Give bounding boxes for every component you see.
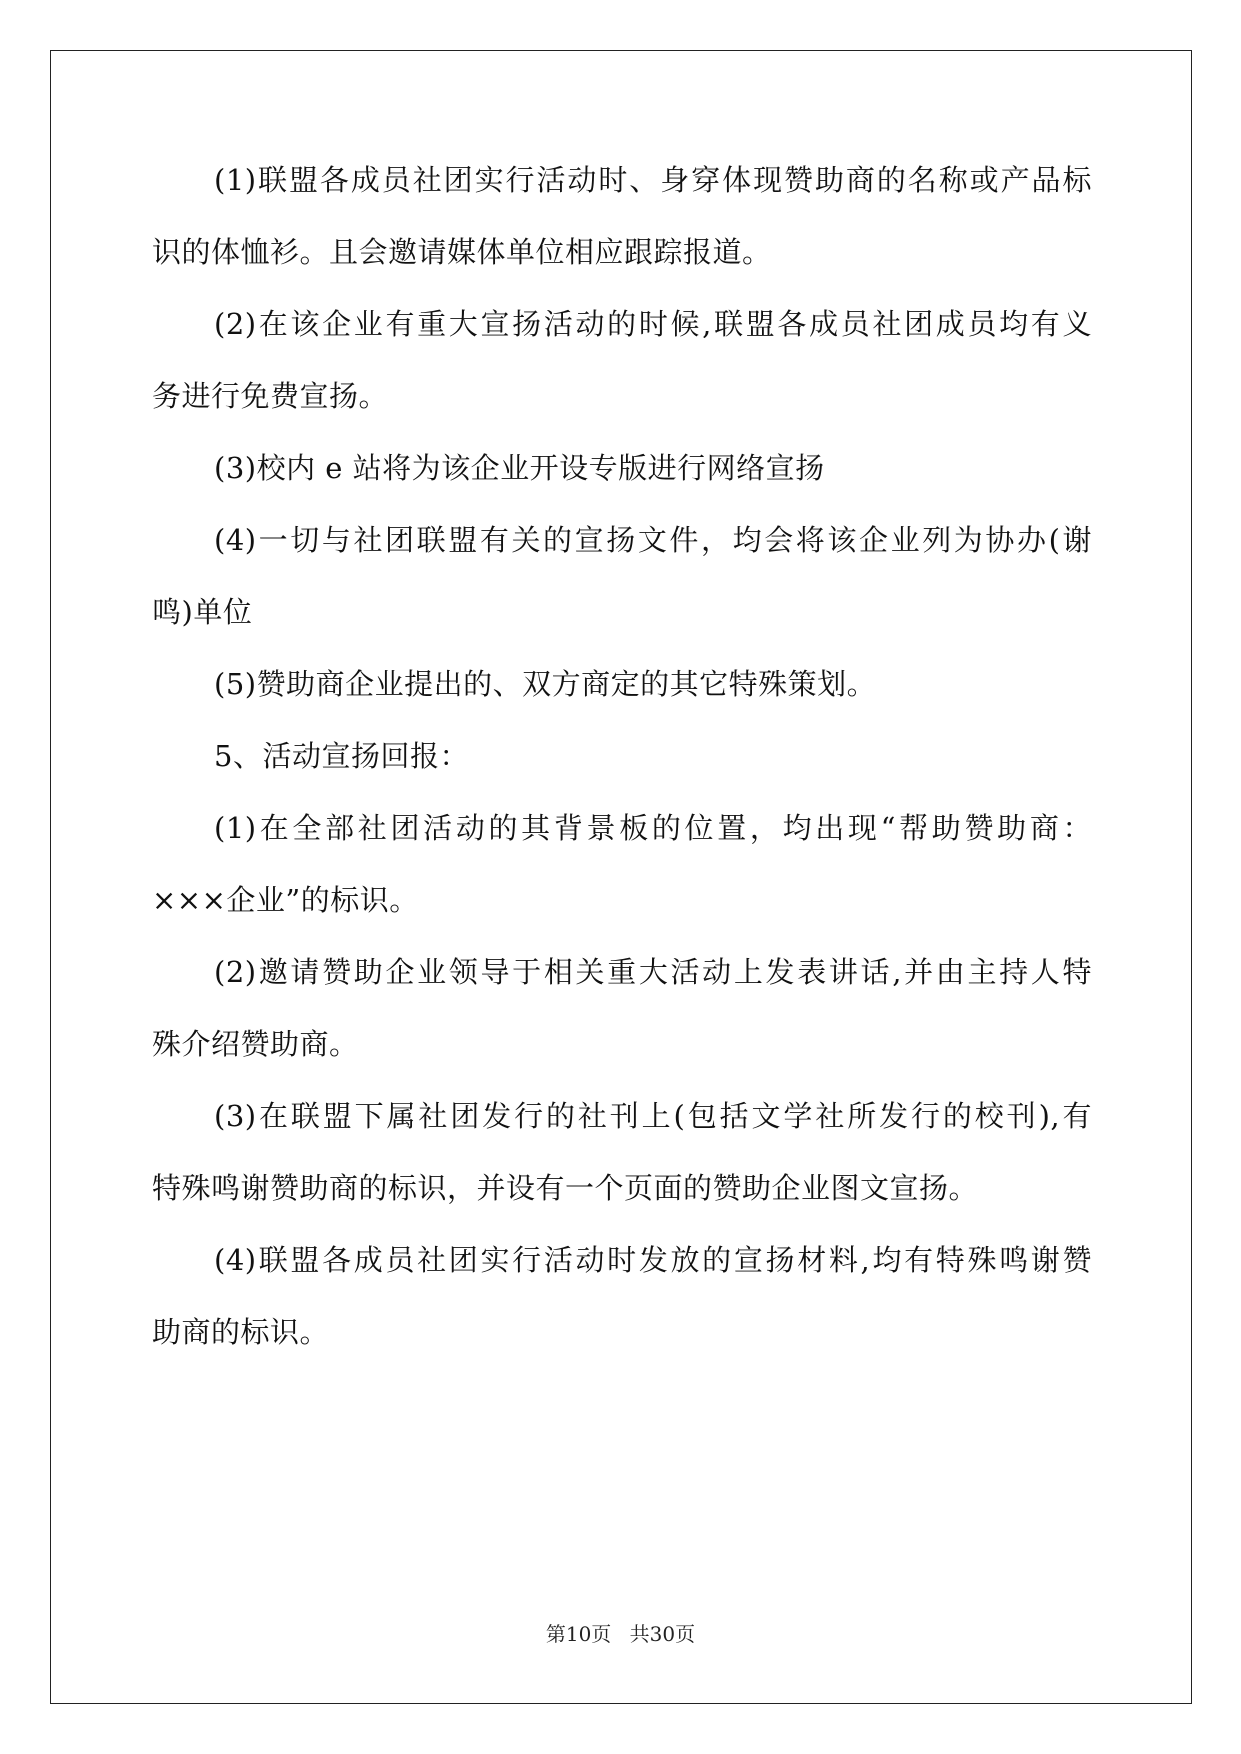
- paragraph-1-line-2: 识的体恤衫。且会邀请媒体单位相应跟踪报道。: [152, 235, 772, 269]
- page-footer: [0, 1618, 1241, 1647]
- paragraph-5-line-1: (5)赞助商企业提出的、双方商定的其它特殊策划。: [214, 667, 877, 701]
- paragraph-1-line-1: (1)联盟各成员社团实行活动时、身穿体现赞助商的名称或产品标: [214, 163, 1092, 197]
- page-number-total: 共30页: [629, 1622, 696, 1646]
- paragraph-8-line-2: 殊介绍赞助商。: [152, 1027, 359, 1061]
- section-heading-5: 5、活动宣扬回报：: [214, 739, 469, 773]
- paragraph-8-line-1: (2)邀请赞助企业领导于相关重大活动上发表讲话,并由主持人特: [214, 955, 1092, 989]
- paragraph-7-line-2: ×××企业”的标识。: [152, 883, 419, 917]
- paragraph-4-line-2: 鸣)单位: [152, 595, 253, 629]
- paragraph-9-line-2: 特殊鸣谢赞助商的标识，并设有一个页面的赞助企业图文宣扬。: [152, 1171, 979, 1205]
- page-border: [50, 50, 1192, 1704]
- paragraph-4-line-1: (4)一切与社团联盟有关的宣扬文件，均会将该企业列为协办(谢: [214, 523, 1092, 557]
- paragraph-2-line-2: 务进行免费宣扬。: [152, 379, 389, 413]
- paragraph-7-line-1: (1)在全部社团活动的其背景板的位置，均出现“帮助赞助商：: [214, 811, 1092, 845]
- paragraph-10-line-2: 助商的标识。: [152, 1315, 330, 1349]
- paragraph-10-line-1: (4)联盟各成员社团实行活动时发放的宣扬材料,均有特殊鸣谢赞: [214, 1243, 1092, 1277]
- paragraph-3-line-1: (3)校内 e 站将为该企业开设专版进行网络宣扬: [214, 451, 825, 485]
- paragraph-2-line-1: (2)在该企业有重大宣扬活动的时候,联盟各成员社团成员均有义: [214, 307, 1092, 341]
- page-number-current: 第10页: [545, 1622, 612, 1646]
- paragraph-9-line-1: (3)在联盟下属社团发行的社刊上(包括文学社所发行的校刊),有: [214, 1099, 1092, 1133]
